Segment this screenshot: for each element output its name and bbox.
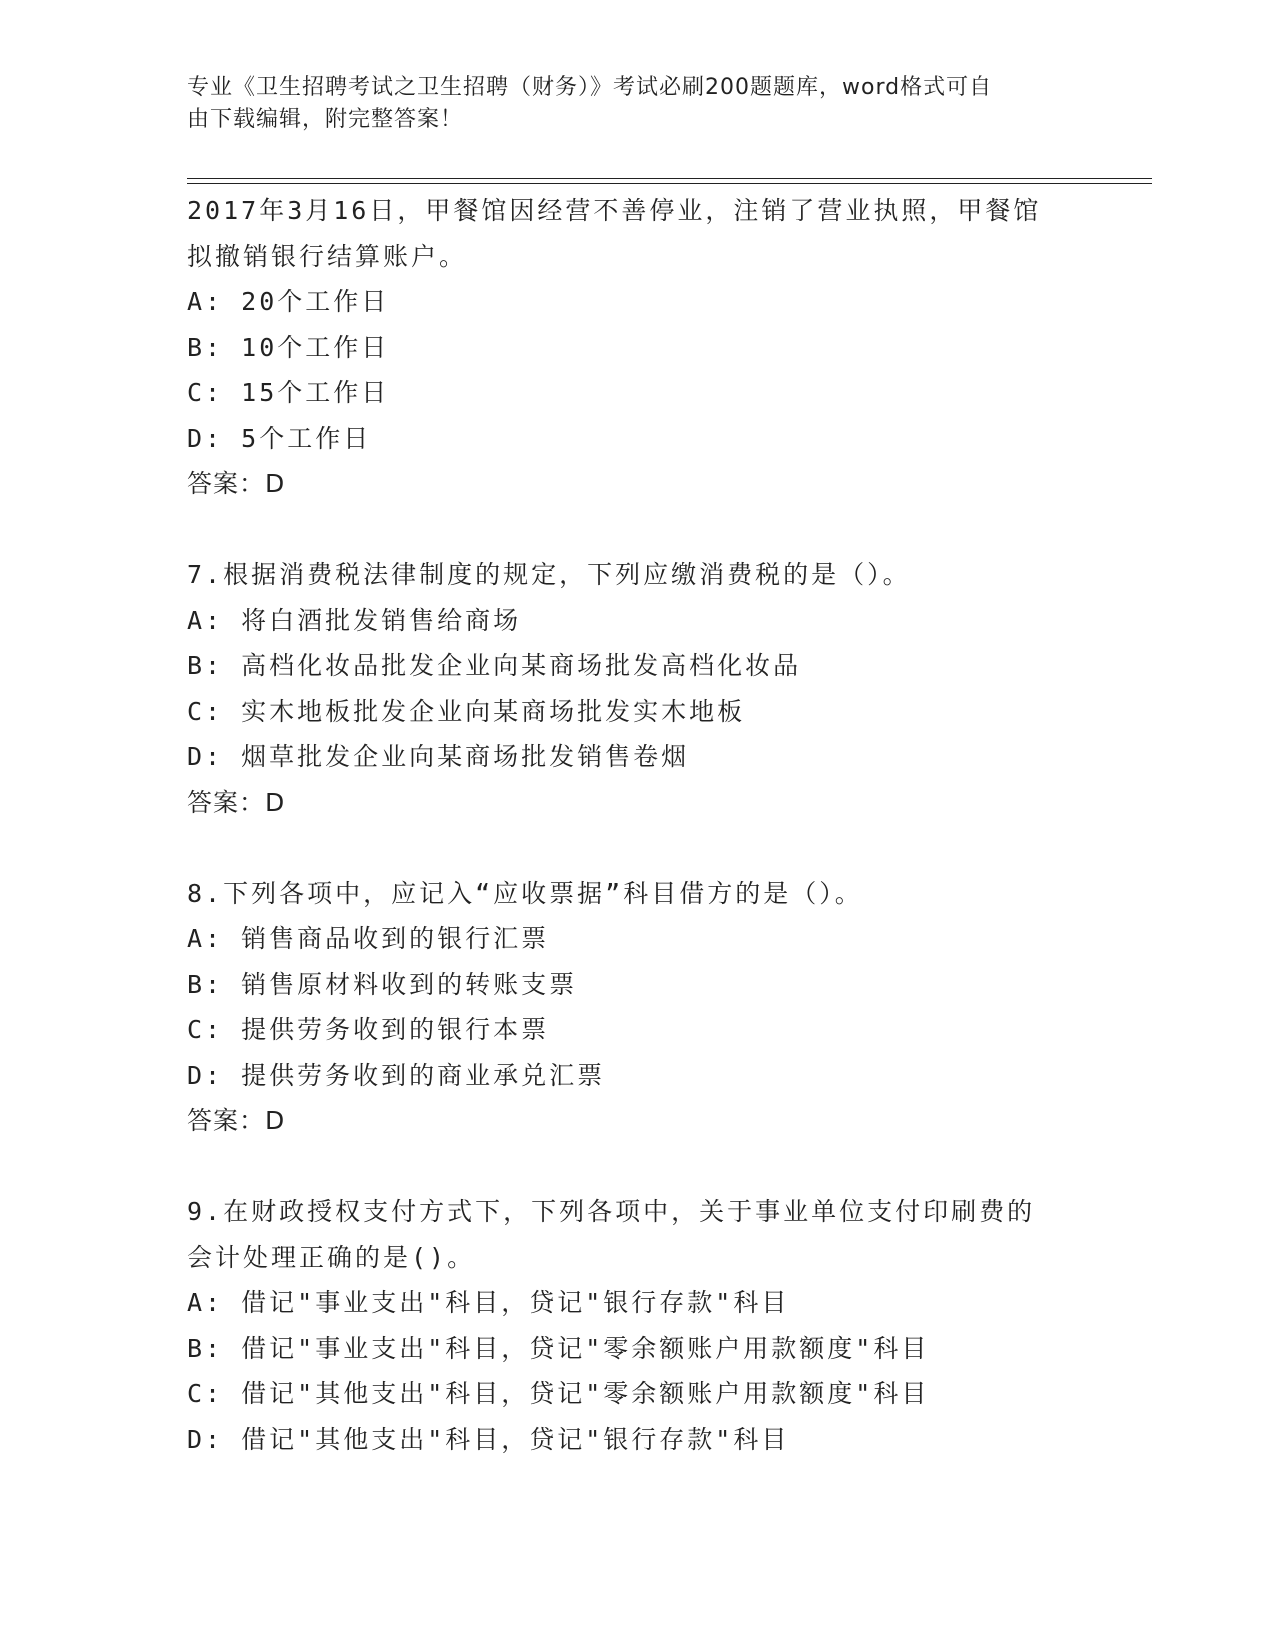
option-b: B: 高档化妆品批发企业向某商场批发高档化妆品 — [187, 651, 802, 680]
option-b: B: 借记"事业支出"科目，贷记"零余额账户用款额度"科目 — [187, 1333, 930, 1363]
header-divider-bottom — [187, 183, 1152, 184]
option-a: A: 20个工作日 — [187, 287, 390, 316]
question-7 — [187, 552, 1107, 825]
header-line-2: 由下载编辑，附完整答案！ — [187, 107, 464, 132]
spacer — [187, 825, 1107, 871]
spacer — [187, 1144, 1107, 1190]
option-b: B: 销售原材料收到的转账支票 — [187, 969, 578, 999]
option-a: A: 将白酒批发销售给商场 — [187, 605, 522, 635]
option-a: A: 借记"事业支出"科目，贷记"银行存款"科目 — [187, 1288, 790, 1317]
option-c: C: 借记"其他支出"科目，贷记"零余额账户用款额度"科目 — [187, 1379, 930, 1408]
option-a: A: 销售商品收到的银行汇票 — [187, 924, 550, 953]
question-6 — [187, 188, 1107, 507]
option-b: B: 10个工作日 — [187, 332, 390, 362]
question-stem: 拟撤销银行结算账户。 — [187, 241, 468, 271]
question-stem: 2017年3月16日，甲餐馆因经营不善停业，注销了营业执照，甲餐馆 — [187, 196, 1042, 225]
document-header — [187, 72, 1087, 136]
question-8 — [187, 871, 1107, 1144]
option-c: C: 提供劳务收到的银行本票 — [187, 1015, 550, 1044]
header-divider-top — [187, 178, 1152, 179]
option-c: C: 实木地板批发企业向某商场批发实木地板 — [187, 696, 746, 726]
option-d: D: 烟草批发企业向某商场批发销售卷烟 — [187, 742, 690, 771]
question-list — [187, 188, 1107, 1462]
option-d: D: 5个工作日 — [187, 423, 372, 453]
option-d: D: 提供劳务收到的商业承兑汇票 — [187, 1060, 606, 1090]
question-stem: 8.下列各项中，应记入“应收票据”科目借方的是（）。 — [187, 878, 863, 908]
answer: 答案：D — [187, 469, 286, 498]
header-line-1: 专业《卫生招聘考试之卫生招聘（财务）》考试必刷200题题库，word格式可自 — [187, 75, 993, 100]
question-9 — [187, 1189, 1107, 1462]
option-d: D: 借记"其他支出"科目，贷记"银行存款"科目 — [187, 1424, 790, 1454]
answer: 答案：D — [187, 787, 286, 817]
question-stem: 9.在财政授权支付方式下，下列各项中，关于事业单位支付印刷费的 — [187, 1197, 1036, 1226]
option-c: C: 15个工作日 — [187, 378, 390, 407]
answer: 答案：D — [187, 1106, 286, 1135]
question-stem: 会计处理正确的是()。 — [187, 1242, 476, 1272]
question-stem: 7.根据消费税法律制度的规定，下列应缴消费税的是（）。 — [187, 560, 911, 589]
spacer — [187, 507, 1107, 553]
